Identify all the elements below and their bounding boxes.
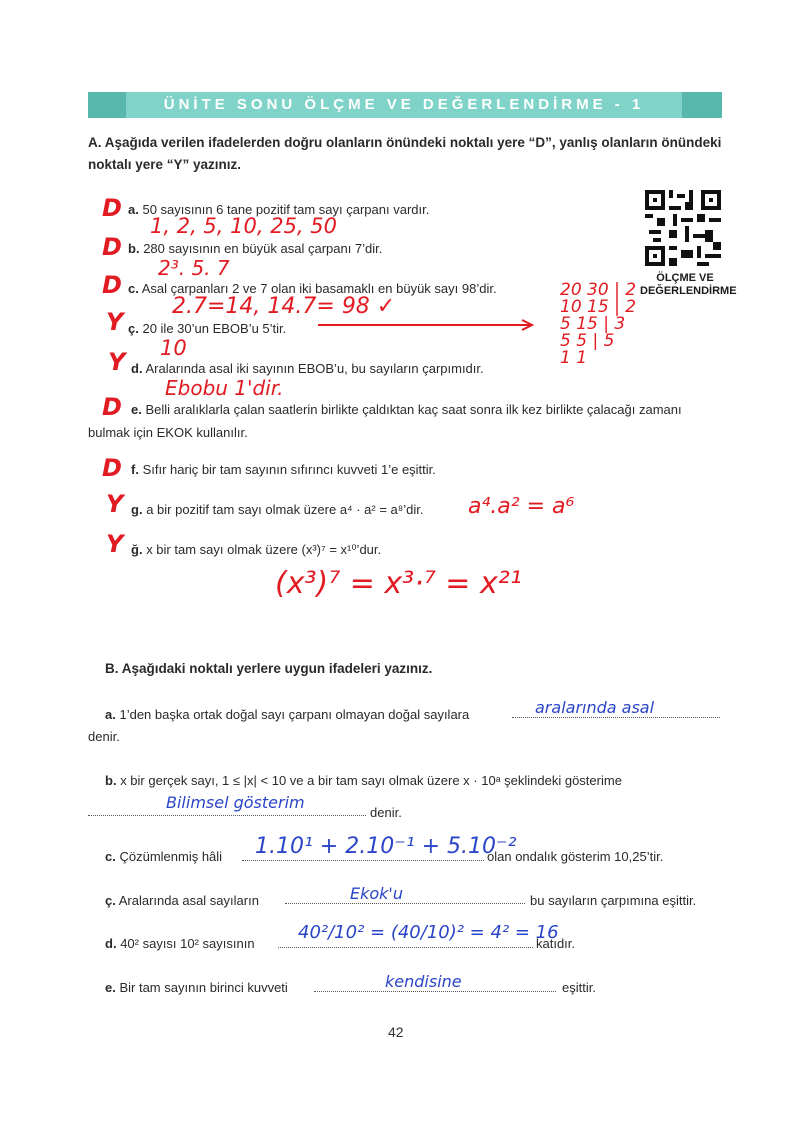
- handwritten-note-a: 1, 2, 5, 10, 25, 50: [150, 214, 338, 238]
- question-f: [131, 461, 436, 479]
- answer-mark-g: Y: [106, 490, 124, 518]
- section-a-instruction: A. Aşağıda verilen ifadelerden doğru olanların önündeki noktalı yere “D”, yanlış olanların önündeki noktalı yere “Y” yazınız.: [88, 135, 722, 172]
- handwritten-answer-a: aralarında asal: [535, 698, 655, 717]
- fill-in-d: [105, 935, 255, 953]
- answer-mark-cc: Y: [106, 308, 124, 336]
- question-letter: a.: [128, 202, 139, 217]
- question-text: x bir tam sayı olmak üzere (x³)⁷ = x¹⁰’dur.: [146, 542, 382, 557]
- fill-in-b: [105, 772, 622, 790]
- answer-mark-f: D: [102, 454, 122, 482]
- question-letter: g.: [131, 502, 143, 517]
- question-letter: e.: [105, 980, 116, 995]
- banner-right-accent: [682, 92, 722, 118]
- handwritten-note-gg: (x³)⁷ = x³·⁷ = x²¹: [275, 566, 522, 601]
- question-text: Çözümlenmiş hâli: [119, 849, 223, 864]
- handwritten-note-d: Ebobu 1'dir.: [165, 376, 284, 400]
- fill-in-b-end: denir.: [370, 805, 402, 820]
- banner-title: ÜNİTE SONU ÖLÇME VE DEĞERLENDİRME - 1: [163, 96, 645, 113]
- question-text: Sıfır hariç bir tam sayının sıfırıncı kuvveti 1’e eşittir.: [142, 462, 436, 477]
- question-cc: [128, 320, 286, 338]
- handwritten-answer-b: Bilimsel gösterim: [166, 793, 305, 812]
- handwritten-division-table: [560, 282, 636, 367]
- question-text: 50 sayısının 6 tane pozitif tam sayı çarpanı vardır.: [142, 202, 430, 217]
- question-text: 20 ile 30’un EBOB’u 5’tir.: [142, 321, 287, 336]
- question-text: Bir tam sayının birinci kuvveti: [119, 980, 288, 995]
- question-letter: e.: [131, 402, 142, 417]
- question-text: a bir pozitif tam sayı olmak üzere a⁴ · a² = a⁸’dir.: [146, 502, 424, 517]
- question-text: x bir gerçek sayı, 1 ≤ |x| < 10 ve a bir tam sayı olmak üzere x · 10ᵃ şeklindeki gösterime: [120, 773, 622, 788]
- answer-mark-b: D: [102, 233, 122, 261]
- handwritten-answer-e: kendisine: [385, 972, 462, 991]
- question-text: Asal çarpanları 2 ve 7 olan iki basamaklı en büyük sayı 98’dir.: [141, 281, 497, 296]
- question-g: [131, 501, 424, 519]
- fill-in-e: [105, 979, 288, 997]
- qr-label: ÖLÇME VE DEĞERLENDİRME: [640, 272, 737, 297]
- handwritten-note-c: 2.7=14, 14.7= 98 ✓: [172, 294, 396, 319]
- handwritten-answer-cc: Ekok'u: [350, 884, 403, 903]
- question-letter: c.: [128, 281, 139, 296]
- division-row: 10 15 | 2: [560, 297, 637, 317]
- question-letter: c.: [105, 849, 116, 864]
- question-e-continued: bulmak için EKOK kullanılır.: [88, 425, 248, 440]
- question-text: 1’den başka ortak doğal sayı çarpanı olmayan doğal sayılara: [119, 707, 470, 722]
- division-row: 20 30 | 2: [560, 280, 637, 300]
- fill-in-c-end: olan ondalık gösterim 10,25’tir.: [487, 849, 664, 864]
- question-letter: f.: [131, 462, 139, 477]
- question-text: 40² sayısı 10² sayısının: [120, 936, 255, 951]
- question-letter: a.: [105, 707, 116, 722]
- section-b-instruction: B. Aşağıdaki noktalı yerlere uygun ifadeleri yazınız.: [105, 661, 433, 676]
- division-row: 5 5 | 5: [560, 331, 615, 351]
- question-text: Aralarında asal iki sayının EBOB’u, bu sayıların çarpımıdır.: [145, 361, 484, 376]
- question-letter: d.: [131, 361, 143, 376]
- division-row: 5 15 | 3: [560, 314, 626, 334]
- answer-mark-e: D: [102, 393, 122, 421]
- fill-in-e-end: eşittir.: [562, 980, 596, 995]
- answer-blank-cc: [285, 888, 525, 904]
- question-letter: b.: [105, 773, 117, 788]
- answer-mark-d: Y: [108, 348, 126, 376]
- question-letter: ç.: [105, 893, 116, 908]
- question-letter: ç.: [128, 321, 139, 336]
- fill-in-cc: [105, 892, 259, 910]
- question-letter: b.: [128, 241, 140, 256]
- page-number: 42: [388, 1024, 404, 1040]
- division-row: 1 1: [560, 348, 588, 368]
- fill-in-c: [105, 848, 222, 866]
- question-text: Aralarında asal sayıların: [118, 893, 259, 908]
- fill-in-a: [105, 706, 469, 724]
- question-text: Belli aralıklarla çalan saatlerin birlikte çaldıktan kaç saat sonra ilk kez birlikte çalacağı zamanı: [145, 402, 682, 417]
- handwritten-answer-d: 40²/10² = (40/10)² = 4² = 16: [298, 922, 559, 943]
- answer-mark-c: D: [102, 271, 122, 299]
- handwritten-answer-c: 1.10¹ + 2.10⁻¹ + 5.10⁻²: [255, 834, 517, 859]
- fill-in-a-end: denir.: [88, 729, 120, 744]
- fill-in-d-end: katıdır.: [536, 936, 576, 951]
- question-letter: d.: [105, 936, 117, 951]
- question-gg: [131, 541, 381, 559]
- fill-in-cc-end: bu sayıların çarpımına eşittir.: [530, 893, 697, 908]
- handwritten-note-b: 2³. 5. 7: [158, 256, 230, 280]
- answer-mark-a: D: [102, 194, 122, 222]
- handwritten-arrow: [318, 318, 538, 332]
- question-text: 280 sayısının en büyük asal çarpanı 7’dir.: [143, 241, 383, 256]
- question-letter: ğ.: [131, 542, 143, 557]
- handwritten-note-cc: 10: [160, 336, 187, 360]
- question-e: [131, 401, 682, 419]
- handwritten-note-g: a⁴.a² = a⁶: [468, 494, 575, 519]
- banner-left-accent: [88, 92, 126, 118]
- answer-mark-gg: Y: [106, 530, 124, 558]
- qr-code-icon: [645, 190, 721, 266]
